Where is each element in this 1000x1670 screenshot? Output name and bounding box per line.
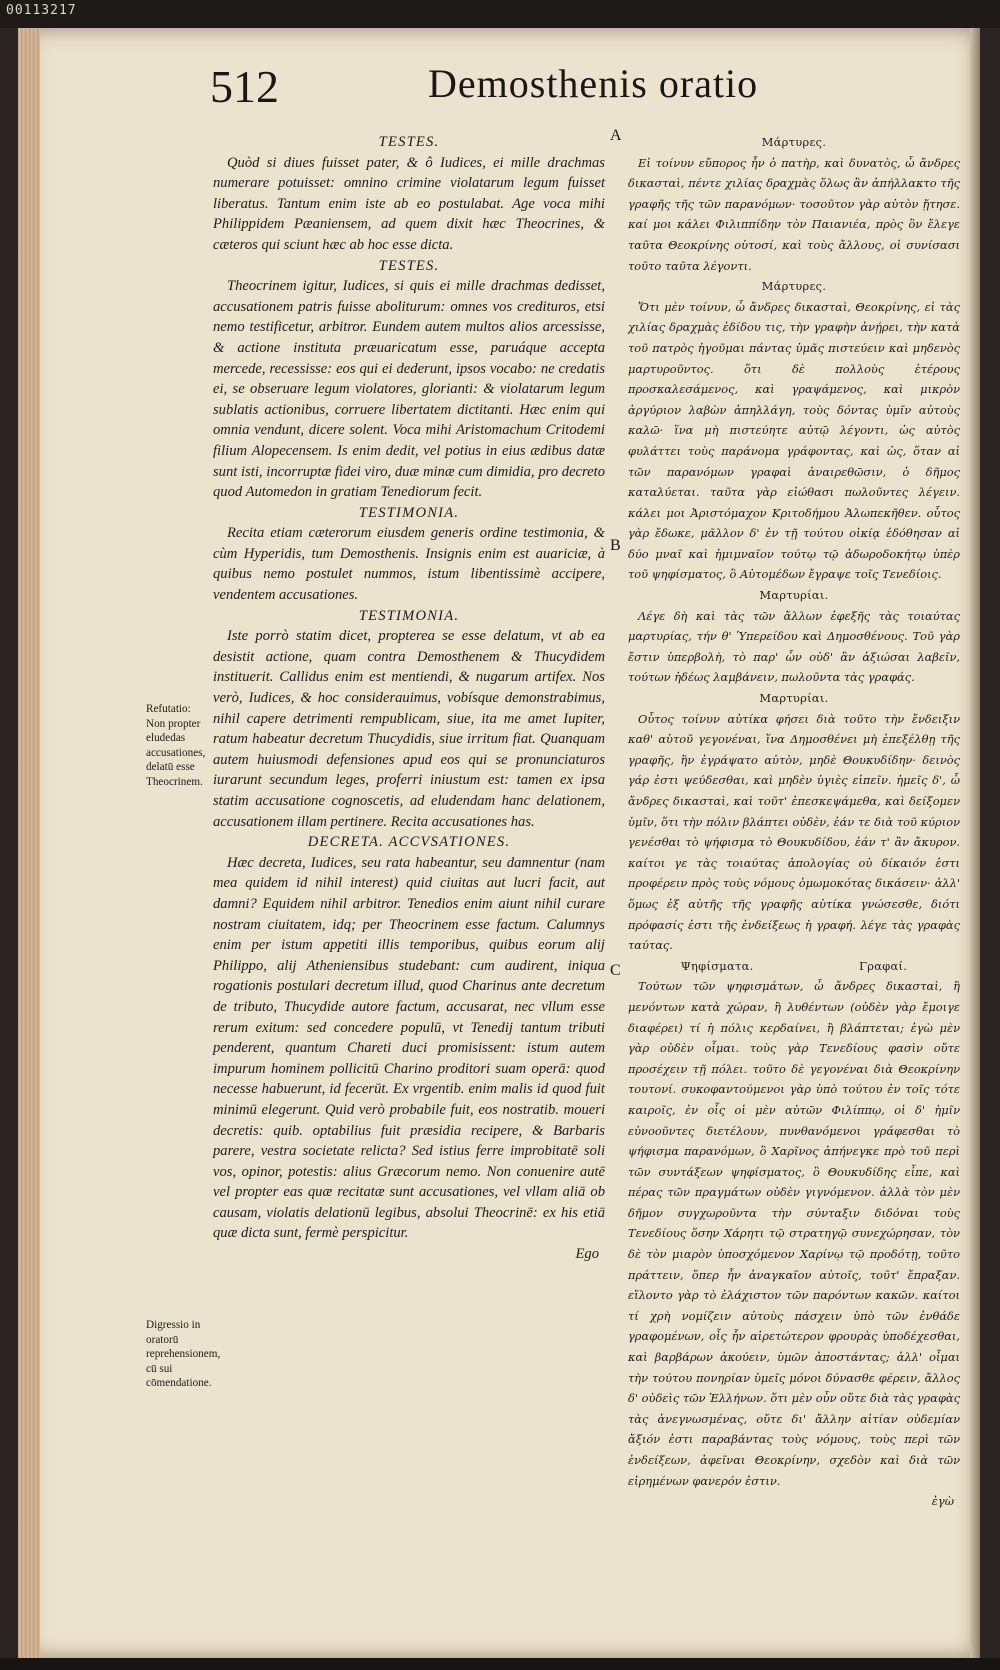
page-edge-right [970,28,980,1658]
section-marker-b: B [610,537,621,554]
scan-header [0,0,1000,28]
greek-paragraph: Λέγε δὴ καὶ τὰς τῶν ἄλλων ἐφεξῆς τὰς τοιαύτας μαρτυρίας, τήν θ' Ὑπερείδου καὶ Δημοσθένους. Τοῦ γὰρ ἔστιν ὑπερβολὴ, τὸ παρ' ὧν οὐδ' ἂν ἀξιώσαι λαβεῖν, τούτων ἡδέως λαμβάνειν, πωλοῦντα τὰς γραφάς. [628,608,960,685]
latin-paragraph: Hæc decreta, Iudices, seu rata habeantur, seu damnentur (nam mea quidem id nihil interest) quid ciuitas aut lucri facit, aut damni? Equidem nihil arbitror. Tenedios enim aiunt nihil curare nostram ciuitatem, idq; per Theocrinem esse factum. Calumnys enim per istum appetiti illis temporibus, quibus eorum alij Philippo, alij Atheniensibus studebant: cum audirent, iniqua rogationis postulari decretum illud, quod Charinus ante decretum de tributo, Thucydide autore factum, accusarat, nec vllum esse rerum exitum: sed concedere populū, vt Tenedij tantum tributi penderent, quantum Chareti duci promisissent: istum autem impurum hominem pollicitū Charino proditori suam operā: quod necesse habuerunt, id fecerūt. Ex vrgentib. enim malis id quod fuit minimū elegerunt. Quid verò probabile fuit, eos nostratib. moueri decretis: quib. optabilius fuit præsidia recipere, & Barbaris parere, vestra societate relicta? Sed istius ferre improbitatē soli vos, opinor, potestis: alius Græcorum nemo. Non conuenire autē vel propter eas quæ recitatæ sunt accusationes, vel vllam aliā ob causam, violatis delationū legibus, absolui Theocrinē: ex his etiā quæ dicta sunt, fermè perspicitur. [213,854,605,1242]
latin-heading: TESTES. [378,257,440,274]
greek-heading-right: Γραφαί. [859,958,908,973]
latin-heading: DECRETA. ACCVSATIONES. [307,834,511,851]
latin-heading: TESTIMONIA. [358,504,460,521]
greek-paragraph: Τούτων τῶν ψηφισμάτων, ὦ ἄνδρες δικασταὶ, ἢ μενόντων κατὰ χώραν, ἢ λυθέντων (οὐδὲν γὰρ ἔμοιγε διαφέρει) τί ἡ πόλις κερδαίνει, ἢ βλάπτεται; ἐγὼ μὲν γὰρ οὐδὲν οἶμαι. τοὺς γὰρ Τενεδίους φασὶν οὔτε προσέχειν τῇ πόλει. τοῦτο δὲ γεγονέναι διὰ Θεοκρίνην τουτονί. συκοφαντούμενοι γὰρ ὑπὸ τούτου ἐν τοῖς τότε καιροῖς, ἐν οἷς οἱ μὲν αὐτῶν Φιλίππῳ, οἱ δ' ἡμῖν εὐνοοῦντες διετέλουν, πυνθανόμενοι γράφεσθαι τὸ ψήφισμα παρανόμων, ὃ Χαρῖνος ἀπήνεγκε πρὸ τοῦ περὶ τῶν συντάξεων ψηφίσματος, ὃ Θουκυδίδης εἶπε, καὶ πέρας τῶν πραγμάτων οὐδὲν γιγνόμενον. ἀλλὰ τὸν μὲν δῆμον συγχωροῦντα τὴν σύνταξιν διδόναι τοὺς Τενεδίους ὅσην Χάρητι τῷ στρατηγῷ συνεχώρησαν, τὸν δὲ τὸν μιαρὸν ὑποσχόμενον Χαρίνῳ τῷ προδότῃ, τοῦτο πράττειν, ὅπερ ἦν ἀναγκαῖον αὐτοῖς, τοῦτ' ἔπραξαν. εἵλοντο γὰρ τὸ ἐλάχιστον τῶν παρόντων κακῶν. καίτοι τί χρὴ νομίζειν αὐτοὺς πάσχειν ὑπὸ τῶν ἐνθάδε γραφομένων, οἷς ἦν αἱρετώτερον φρουρὰς ὑποδέχεσθαι, καὶ βαρβάρων ἀκούειν, ὑμῶν ἀποστάντας; ἀλλ' οἶμαι τὴν τούτου πονηρίαν ὑμεῖς μόνοι δύνασθε φέρειν, ἄλλος δ' οὐδεὶς τῶν Ἑλλήνων. ὅτι μὲν οὖν οὔτε διὰ τὰς γραφὰς τὰς ἀνεγνωσμένας, οὔτε δι' ἄλλην αἰτίαν οὐδεμίαν ἄξιόν ἐστι παραβάντας τοὺς νόμους, τοὺς περὶ τῶν ἐνδείξεων, ἀφεῖναι Θεοκρίνην, σχεδὸν καὶ διὰ τῶν εἰρημένων φανερόν ἐστιν. [628,979,960,1488]
latin-column [213,132,605,1265]
margin-note-digressio: Digressio in oratorū reprehensionem, cū sui cōmendatione. [146,1319,221,1389]
latin-catchword: Ego [575,1246,599,1263]
latin-paragraph: Quòd si diues fuisset pater, & ô Iudices, ei mille drachmas numerare potuisset: omnino crimine violatarum legum fuisset liberatus. Tantum enim iste ab eo postulabat. Age voca mihi Philippidem Pæaniensem, ad quem dixit hæc Theocrines, & cæteros qui sciunt hæc ab hoc esse dicta. [213,154,605,253]
greek-heading-left: Ψηφίσματα. [680,958,754,973]
page-number: 512 [210,61,279,112]
greek-catchword: ἐγὼ [931,1494,954,1509]
latin-heading: TESTES. [378,134,440,150]
scan-footer [0,1658,1000,1670]
latin-paragraph: Theocrinem igitur, Iudices, si quis ei mille drachmas dedisset, accusationem patris fuisse aboliturum: omnes vos credituros, etsi nemo testificetur, arbitror. Eundem autem multos alios arcessisse, & actione instituta præuaricatum esse, paruáque accepta mercede, recessisse: eos qui ei dederunt, ipsos vocabo: ne credatis ei, se obseruare legum violatores, glorianti: & violatarum legum sublatis actionibus, corruere libertatem dictitanti. Hæc enim qui omnia vendunt, dicere solent. Voca mihi Aristomachum Critodemi filium Alopecensem. Is enim dedit, vel potius in eius ædibus datæ sunt isti, incorruptæ fidei viro, duæ minæ cum dimidia, pro decreto quod Automedon in gratiam Tenediorum fecit. [213,278,605,501]
greek-heading: Μαρτυρίαι. [759,691,829,706]
page-edge-left [18,28,40,1658]
greek-paragraph: Εἰ τοίνυν εὔπορος ἦν ὁ πατὴρ, καὶ δυνατὸς, ὦ ἄνδρες δικασταὶ, πέντε χιλίας δραχμὰς ὅλως ἂν ἀπήλλακτο τῆς γραφῆς τῆς τῶν παρανόμων· τοσοῦτον γὰρ αὐτὸν ᾔτησε. καί μοι κάλει Φιλιππίδην τὸν Παιανιέα, πρὸς ὃν ἔλεγε ταῦτα Θεοκρίνης οὑτοσί, καὶ τοὺς ἄλλους, οἱ συνίσασι τοῦτο ταῦτα λέγοντι. [628,155,960,273]
greek-paragraph: Ὅτι μὲν τοίνυν, ὦ ἄνδρες δικασταὶ, Θεοκρίνης, εἰ τὰς χιλίας δραχμὰς ἐδίδου τις, τὴν γραφὴν ἀνῄρει, τὴν κατὰ τοῦ πατρὸς ἡγοῦμαι πάντας ὑμᾶς πιστεύειν καὶ μηδενὸς μαρτυροῦντος. ὅτι δὲ πολλοὺς ἑτέρους προσκαλεσάμενος, καὶ γραψάμενος, καὶ μικρὸν ἀργύριον λαβὼν ἀπηλλάγη, τοὺς δόντας ὑμῖν αὐτοὺς καλῶ· ἵνα μὴ πιστεύητε αὐτῷ λέγοντι, ὡς αὐτὸς φυλάττει τοὺς παράνομα γράφοντας, καὶ ὡς, ὅταν αἱ τῶν παρανόμων γραφαὶ ἀναιρεθῶσιν, ὁ δῆμος καταλύεται. ταῦτα γὰρ εἰώθασι πωλοῦντες λέγειν. κάλει μοι Ἀριστόμαχον Κριτοδήμου Ἀλωπεκῆθεν. οὗτος γὰρ ἔδωκε, μᾶλλον δ' ἐν τῇ τούτου οἰκίᾳ ἐδόθησαν αἱ δύο μναῖ καὶ ἡμιμναῖον τούτῳ τῷ ἀδωροδοκήτῳ ὑπὲρ τοῦ ψηφίσματος, ὃ Αὐτομέδων ἔγραψε τοῖς Τενεδίοις. [628,299,960,582]
greek-heading: Μάρτυρες. [761,135,827,149]
greek-paragraph: Οὗτος τοίνυν αὐτίκα φήσει διὰ τοῦτο τὴν ἔνδειξιν καθ' αὑτοῦ γεγονέναι, ἵνα Δημοσθένει μὴ ἐπεξέλθῃ τῆς γραφῆς, ἣν ἐγράψατο αὐτὸν, μηδὲ Θουκυδίδην· δεινὸς γάρ ἐστι ψεύδεσθαι, καὶ μηδὲν ὑγιὲς εἰπεῖν. ἡμεῖς δ', ὦ ἄνδρες δικασταὶ, καὶ τοῦτ' ἐπεσκεψάμεθα, καὶ δείξομεν ὑμῖν, ὅτι τὴν πόλιν βλάπτει οὐδὲν, ἐάν τε διὰ τοῦ κύριον γενέσθαι τὸ ψήφισμα τὸ Θουκυδίδου, ἐάν τ' ἂν ἄκυρον. καίτοι γε τὰς τοιαύτας ἀπολογίας οὐ δίκαιόν ἐστι προφέρειν πρὸς τοὺς νόμους ὀμωμοκότας δικάσειν· ἀλλ' ὅμως ἐξ αὐτῆς τῆς γραφῆς αὐτίκα γνώσεσθε, διότι πρόφασίς ἐστι τῆς ἐνδείξεως ἡ γραφή. λέγε τὰς γραφὰς ταύτας. [628,711,960,953]
latin-heading: TESTIMONIA. [358,607,460,624]
running-head [210,60,770,120]
running-title: Demosthenis oratio [428,61,759,106]
greek-heading: Μάρτυρες. [761,279,827,294]
section-marker-c: C [610,962,621,979]
margin-note-refutatio: Refutatio: Non propter eludedas accusationes, delatū esse Theocrinem. [146,703,206,788]
greek-column [628,132,960,1512]
scan-id: 00113217 [6,3,77,18]
greek-heading: Μαρτυρίαι. [759,588,829,603]
greek-dual-heading [628,956,960,977]
latin-paragraph: Recita etiam cæterorum eiusdem generis ordine testimonia, & cùm Hyperidis, tum Demosthenis. Insignis enim est auariciæ, à quibus nemo postulet nummos, istum libentissimè accipere, vendentem accusationes. [213,525,605,604]
latin-paragraph: Iste porrò statim dicet, propterea se esse delatum, vt ab ea desistit actione, quam contra Demosthenem & Thucydidem instituerit. Callidus enim est mentiendi, & nugarum artifex. Nos verò, Iudices, & hoc considerauimus, vobísque demonstrabimus, nihil capere detrimenti rempublicam, siue, ita me amet Iupiter, ratum habeatur decretum Thucydidis, siue irritum fiat. Quanquam autem huiusmodi defensiones apud eos qui se pronunciaturos iurarunt secundum leges, proferri iniustum est: tamen ex ipsa statim accusatione cognoscetis, ad eludendam hanc delationem, accusationem illam pertinere. Recita accusationes has. [213,628,605,830]
section-marker-a: A [610,127,622,144]
